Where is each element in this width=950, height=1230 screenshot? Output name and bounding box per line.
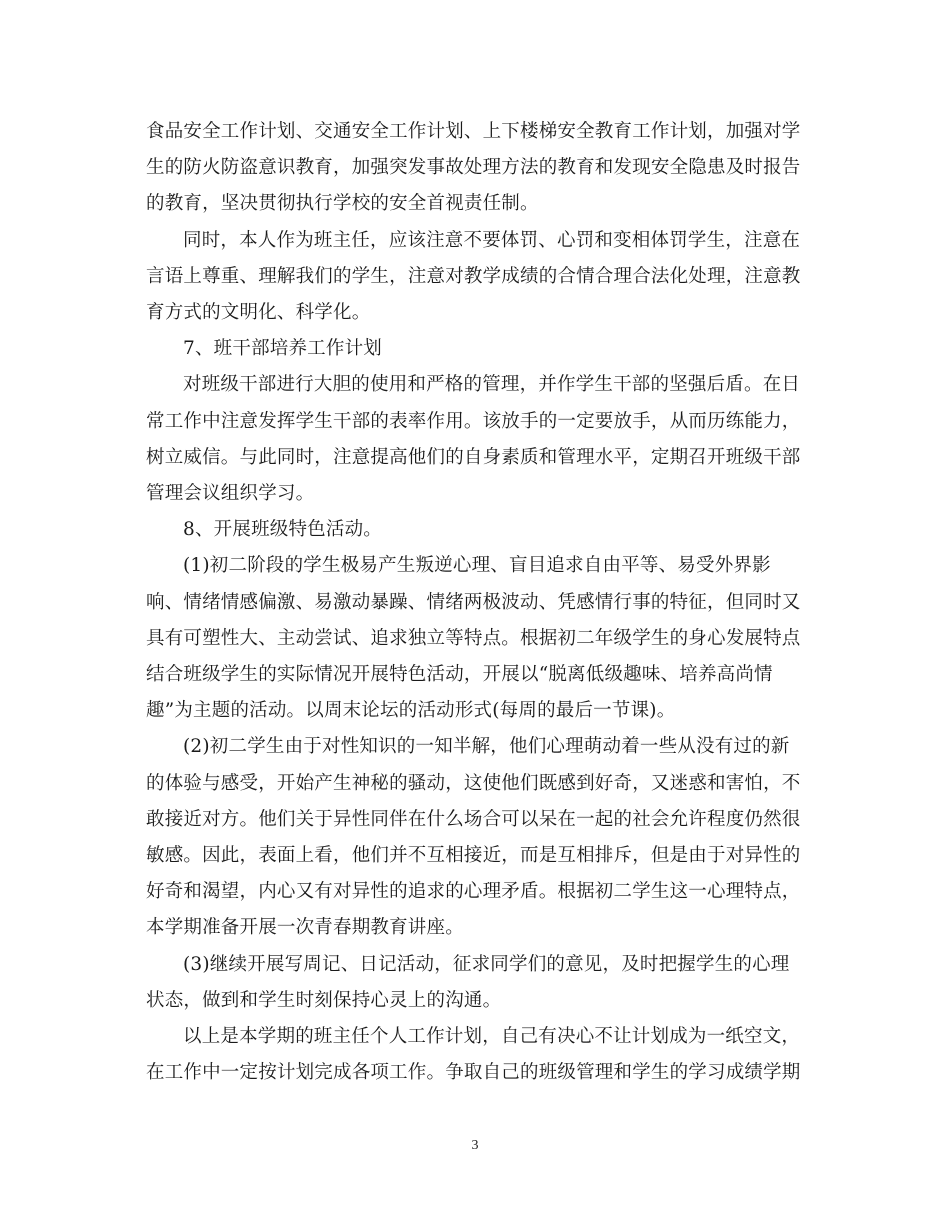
text-line: 言语上尊重、理解我们的学生，注意对教学成绩的合情合理合法化处理，注意教 — [146, 265, 801, 287]
section-heading-7 — [146, 331, 806, 367]
text-line: 敢接近对方。他们关于异性同伴在什么场合可以呆在一起的社会允许程度仍然很 — [146, 808, 801, 830]
paragraph-item-1 — [146, 548, 806, 729]
text-line: 常工作中注意发挥学生干部的表率作用。该放手的一定要放手，从而历练能力， — [146, 410, 801, 432]
text-line: 管理会议组织学习。 — [146, 483, 315, 505]
text-line: 在工作中一定按计划完成各项工作。争取自己的班级管理和学生的学习成绩学期 — [146, 1062, 801, 1084]
text-line: 响、情绪情感偏激、易激动暴躁、情绪两极波动、凭感情行事的特征，但同时又 — [146, 591, 801, 613]
text-line: 对班级干部进行大胆的使用和严格的管理，并作学生干部的坚强后盾。在日 — [183, 374, 801, 396]
text-line: (1)初二阶段的学生极易产生叛逆心理、盲目追求自由平等、易受外界影 — [183, 555, 771, 577]
text-line: 好奇和渴望，内心又有对异性的追求的心理矛盾。根据初二学生这一心理特点， — [146, 881, 801, 903]
text-line: 状态，做到和学生时刻保持心灵上的沟通。 — [146, 989, 502, 1011]
paragraph-safety-continued — [146, 114, 806, 223]
document-body — [146, 114, 806, 1091]
text-line: 敏感。因此，表面上看，他们并不互相接近，而是互相排斥，但是由于对异性的 — [146, 845, 801, 867]
text-line: 生的防火防盗意识教育，加强突发事故处理方法的教育和发现安全隐患及时报告 — [146, 157, 801, 179]
text-line: (2)初二学生由于对性知识的一知半解，他们心理萌动着一些从没有过的新 — [183, 736, 790, 758]
heading-text: 8、开展班级特色活动。 — [183, 519, 382, 541]
page-number: 3 — [471, 1138, 479, 1153]
paragraph-item-3 — [146, 947, 806, 1019]
text-line: 的体验与感受，开始产生神秘的骚动，这使他们既感到好奇，又迷惑和害怕，不 — [146, 772, 801, 794]
text-line: 食品安全工作计划、交通安全工作计划、上下楼梯安全教育工作计划，加强对学 — [146, 121, 801, 142]
text-line: 本学期准备开展一次青春期教育讲座。 — [146, 917, 464, 939]
text-line: 趣”为主题的活动。以周末论坛的活动形式(每周的最后一节课)。 — [146, 700, 676, 722]
text-line: 以上是本学期的班主任个人工作计划，自己有决心不让计划成为一纸空文， — [183, 1026, 801, 1048]
paragraph-item-2 — [146, 729, 806, 946]
text-line: 具有可塑性大、主动尝试、追求独立等特点。根据初二年级学生的身心发展特点 — [146, 627, 801, 649]
text-line: 的教育，坚决贯彻执行学校的安全首视责任制。 — [146, 193, 539, 215]
paragraph-head-teacher — [146, 223, 806, 332]
text-line: 结合班级学生的实际情况开展特色活动，开展以“脱离低级趣味、培养高尚情 — [146, 664, 773, 686]
text-line: 育方式的文明化、科学化。 — [146, 302, 371, 324]
paragraph-cadre — [146, 367, 806, 512]
paragraph-conclusion — [146, 1019, 806, 1091]
text-line: 树立威信。与此同时，注意提高他们的自身素质和管理水平，定期召开班级干部 — [146, 446, 801, 468]
text-line: 同时，本人作为班主任，应该注意不要体罚、心罚和变相体罚学生，注意在 — [183, 229, 801, 251]
text-line: (3)继续开展写周记、日记活动，征求同学们的意见，及时把握学生的心理 — [183, 953, 790, 975]
heading-text: 7、班干部培养工作计划 — [183, 338, 382, 360]
section-heading-8 — [146, 512, 806, 548]
